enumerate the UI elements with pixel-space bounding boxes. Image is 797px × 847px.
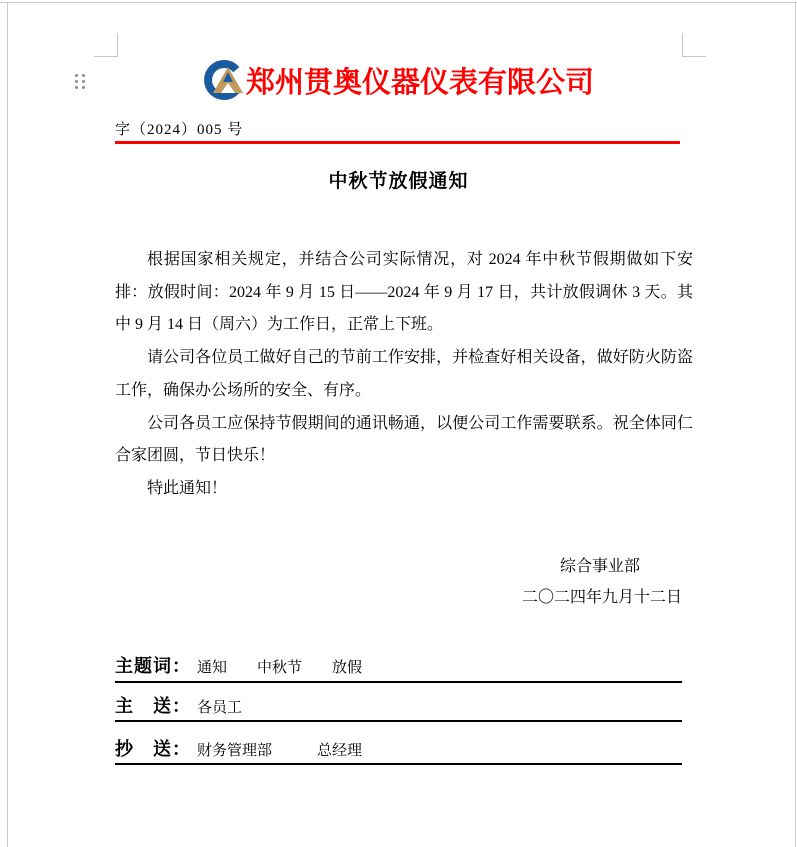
document-title: 中秋节放假通知	[328, 171, 469, 192]
footer-value: 各员工	[197, 700, 243, 716]
footer-value: 通知 中秋节 放假	[197, 660, 363, 676]
footer-value: 财务管理部 总经理	[197, 743, 363, 759]
crop-mark-right-icon	[682, 33, 706, 57]
footer-row	[115, 652, 682, 683]
doc-number: 字（2024）005 号	[115, 122, 244, 138]
signature-block	[115, 551, 682, 613]
page-top-edge	[0, 2, 797, 3]
red-divider	[115, 141, 680, 144]
body-paragraph: 公司各员工应保持节假期间的通讯畅通，以便公司工作需要联系。祝全体同仁合家团圆，节日快乐！	[115, 414, 693, 465]
footer-label: 主题词：	[115, 656, 191, 676]
crop-mark-left-icon	[94, 33, 118, 57]
body-paragraph: 特此通知！	[147, 479, 228, 497]
signature-date: 二〇二四年九月十二日	[521, 589, 682, 606]
footer-label: 抄 送：	[115, 739, 191, 759]
footer-row	[115, 735, 682, 765]
body-paragraph: 请公司各位员工做好自己的节前工作安排，并检查好相关设备，做好防火防盗工作，确保办公场所的安全、有序。	[115, 349, 693, 399]
footer-row	[115, 692, 682, 722]
company-name: 郑州贯奥仪器仪表有限公司	[245, 66, 594, 99]
letterhead	[100, 56, 697, 104]
body-paragraph: 根据国家相关规定，并结合公司实际情况，对 2024 年中秋节假期做如下安排：放假时间：2024 年 9 月 15 日——2024 年 9 月 17 日，共计放假调休 3 天。其中 9 月 14 日（周六）为工作日，正常上下班。	[115, 251, 693, 334]
page-left-edge	[7, 3, 8, 847]
footer-label: 主 送：	[115, 696, 191, 716]
page-right-edge	[795, 3, 796, 847]
document-body	[115, 244, 693, 506]
drag-handle-icon[interactable]	[75, 74, 86, 91]
company-logo-icon	[203, 59, 245, 101]
signature-department: 综合事业部	[559, 558, 640, 575]
